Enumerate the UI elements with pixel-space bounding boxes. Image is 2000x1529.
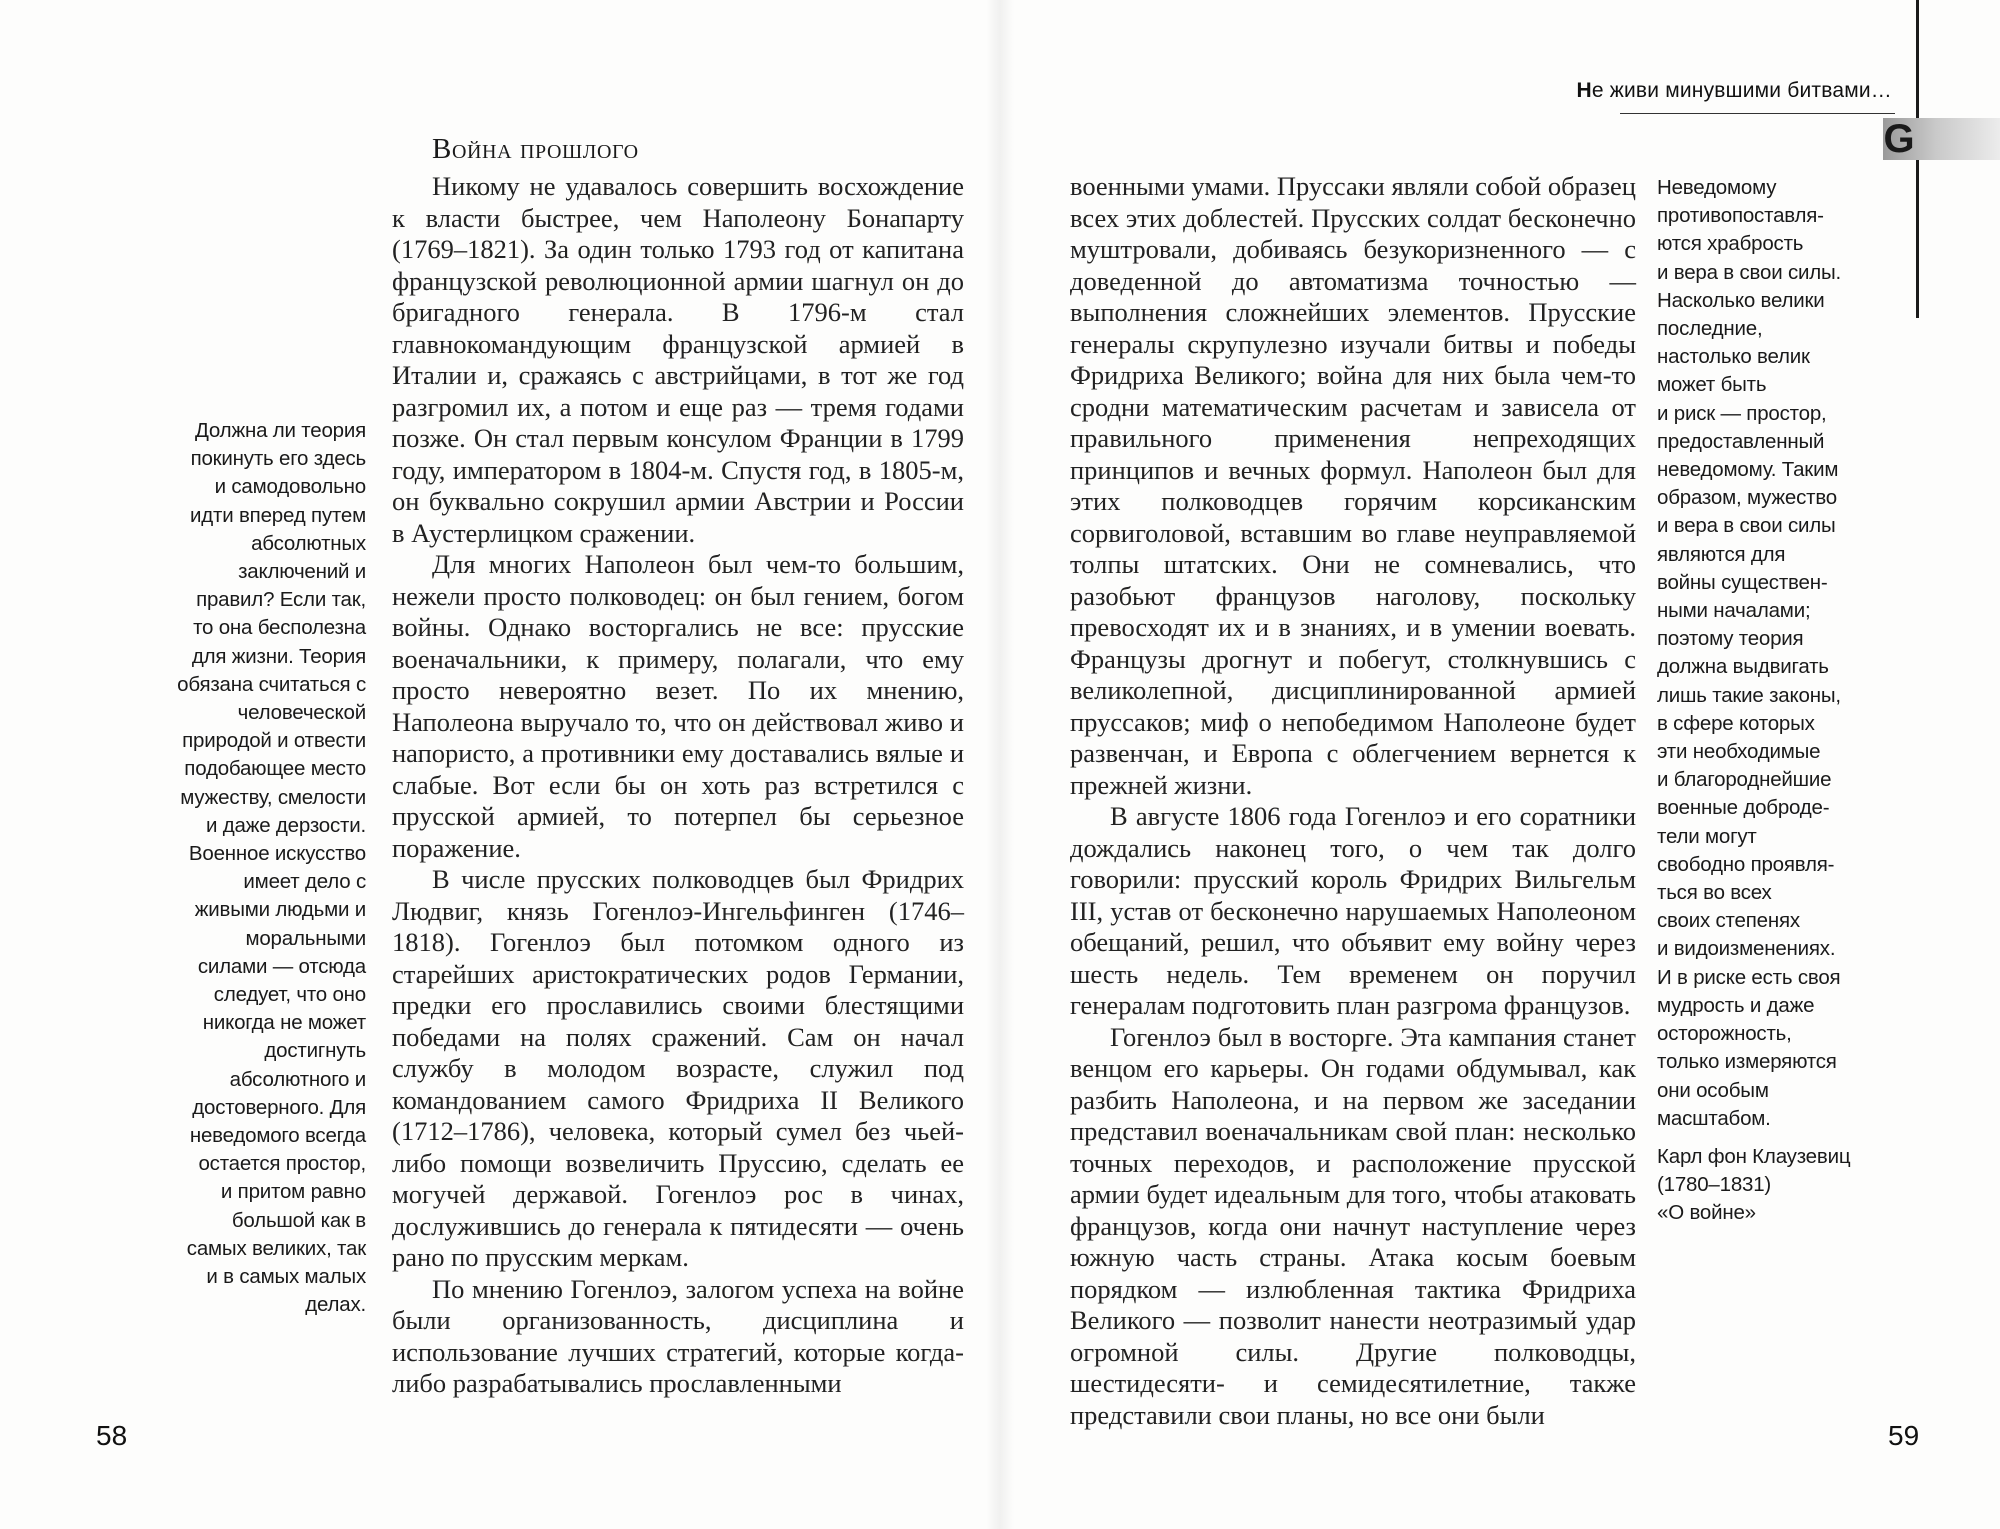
- sidebar-line: правил? Если так,: [196, 588, 366, 612]
- book-gutter: [986, 0, 1014, 1529]
- body-paragraph: Гогенлоэ был в восторге. Эта кампания станет венцом его карьеры. Он годами обдумывал, как разбить Наполеона, и на первом же заседании представил военачальникам свой план: несколько точных переходов, и расположение прусской армии будет идеальным для того, чтобы атаковать французов, когда они начнут наступление через южную часть страны. Атака косым боевым порядком — излюбленная тактика Фридриха Великого — позволит нанести неотразимый удар огромной силы. Другие полководцы, шестидесяти- и семидесятилетние, также представили свои планы, но все они были: [1070, 1021, 1636, 1430]
- sidebar-line: следует, что оно: [213, 983, 366, 1007]
- sidebar-line: достигнуть: [264, 1039, 366, 1063]
- sidebar-line: мужеству, смелости: [180, 785, 366, 809]
- sidebar-line: тели могут: [1657, 824, 1757, 848]
- sidebar-line: то она бесполезна: [193, 616, 366, 640]
- sidebar-line: последние,: [1657, 317, 1763, 341]
- sidebar-line: и благороднейшие: [1657, 768, 1832, 792]
- sidebar-line: поэтому теория: [1657, 627, 1804, 651]
- sidebar-line: самых великих, так: [186, 1236, 366, 1260]
- sidebar-line: Неведомому: [1657, 176, 1777, 199]
- sidebar-line: являются для: [1657, 542, 1786, 566]
- sidebar-line: и притом равно: [220, 1180, 366, 1204]
- sidebar-line: противопоставля-: [1657, 204, 1824, 228]
- sidebar-line: и вера в свои силы.: [1657, 260, 1842, 284]
- sidebar-line: Военное искусство: [188, 842, 366, 866]
- sidebar-line: в сфере которых: [1657, 711, 1815, 735]
- sidebar-line: покинуть его здесь: [190, 447, 366, 471]
- sidebar-line: должна выдвигать: [1657, 655, 1829, 679]
- running-head-initial: Н: [1576, 79, 1592, 102]
- sidebar-line: ться во всех: [1657, 881, 1772, 905]
- sidebar-line: и видоизменениях.: [1657, 937, 1836, 961]
- sidebar-line: Должна ли теория: [195, 419, 366, 442]
- sidebar-line: настолько велик: [1657, 345, 1810, 369]
- sidebar-line: военные доброде-: [1657, 796, 1830, 820]
- sidebar-line: лишь такие законы,: [1657, 683, 1841, 707]
- body-paragraph: Никому не удавалось совершить восхождение к власти быстрее, чем Наполеону Бонапарту (1769–1821). За один только 1793 год от капитана французской революционной армии шагнул он до бригадного генерала. В 1796-м стал главнокомандующим французской армией в Италии и, сражаясь с австрийцами, в тот же год разгромил их, а потом и еще раз — тремя годами позже. Он стал первым консулом Франции в 1799 году, императором в 1804-м. Спустя год, в 1805-м, он буквально сокрушил армии Австрии и России в Аустерлицком сражении.: [392, 171, 964, 548]
- sidebar-line: образом, мужество: [1657, 486, 1837, 510]
- sidebar-line: человеческой: [237, 701, 366, 725]
- page-number-left: 58: [96, 1420, 128, 1451]
- sidebar-line: большой как в: [231, 1208, 366, 1232]
- sidebar-line: идти вперед путем: [190, 503, 366, 527]
- sidebar-line: масштабом.: [1657, 1106, 1771, 1130]
- sidebar-line: Насколько велики: [1657, 288, 1825, 312]
- sidebar-line: абсолютных: [251, 531, 366, 555]
- sidebar-line: ются храбрость: [1657, 232, 1804, 256]
- body-paragraph: военными умами. Пруссаки являли собой образец всех этих доблестей. Прусских солдат бесконечно муштровали, добиваясь безукоризненного — с доведенной до автоматизма точностью — выполнения сложнейших элементов. Прусские генералы скрупулезно изучали битвы и победы Фридриха Великого; война для них была чем-то сродни математическим расчетам и зависела от правильного применения непреходящих принципов и вечных формул. Наполеон был для этих полководцев горячим корсиканским сорвиголовой, вставшим во главе неуправляемой толпы штатских. Они не сомневались, что разобьют французов наголову, поскольку превосходят их и в знаниях, и в умении воевать. Французы дрогнут и побегут, столкнувшись с великолепной, дисциплинированной армией пруссаков; миф о непобедимом Наполеоне будет развенчан, и Европа с облегчением вернется к прежней жизни.: [1070, 171, 1636, 800]
- body-paragraph: Для многих Наполеон был чем-то большим, нежели просто полководец: он был гением, богом войны. Однако восторгались не все: прусские военачальники, к примеру, полагали, что ему просто невероятно везет. По их мнению, Наполеона выручало то, что он действовал живо и напористо, а противники ему доставались вялые и слабые. Вот если бы он хоть раз встретился с прусской армией, то потерпел бы серьезное поражение.: [392, 549, 964, 863]
- right-sidebar-quote: [1657, 174, 1857, 1228]
- sidebar-line: войны существен-: [1657, 570, 1828, 594]
- sidebar-line: моральными: [245, 926, 366, 950]
- sidebar-line: мудрость и даже: [1657, 993, 1815, 1017]
- sidebar-line: предоставленный: [1657, 429, 1825, 453]
- quote-attribution-line: «О войне»: [1657, 1201, 1756, 1225]
- sidebar-line: эти необходимые: [1657, 740, 1821, 764]
- running-head-rule: [1620, 113, 1895, 114]
- sidebar-line: может быть: [1657, 373, 1767, 397]
- body-paragraph: В августе 1806 года Гогенлоэ и его соратники дождались наконец того, о чем так долго говорили: прусский король Фридрих Вильгельм III, устав от бесконечно нарушаемых Наполеоном обещаний, решил, что объявит ему войну через шесть недель. Тем временем он поручил генералам подготовить план разгрома французов.: [1070, 801, 1636, 1020]
- quote-attribution-line: (1780–1831): [1657, 1173, 1772, 1197]
- sidebar-line: делах.: [305, 1293, 366, 1317]
- quote-attribution-line: Карл фон Клаузевиц: [1657, 1144, 1851, 1168]
- left-body-column: [392, 171, 964, 1400]
- sidebar-line: обязана считаться с: [177, 672, 366, 696]
- sidebar-line: никогда не может: [202, 1011, 366, 1035]
- sidebar-line: неведомому. Таким: [1657, 458, 1839, 482]
- sidebar-line: для жизни. Теория: [191, 644, 366, 668]
- sidebar-line: живыми людьми и: [194, 898, 366, 922]
- chapter-tab-letter: G: [1883, 117, 1915, 161]
- sidebar-line: только измеряются: [1657, 1050, 1837, 1074]
- sidebar-line: своих степенях: [1657, 909, 1800, 933]
- sidebar-line: подобающее место: [184, 757, 366, 781]
- right-body-column: [1070, 171, 1636, 1431]
- sidebar-line: и в самых малых: [206, 1265, 366, 1289]
- body-paragraph: В числе прусских полководцев был Фридрих Людвиг, князь Гогенлоэ-Ингельфинген (1746–1818). Гогенлоэ был потомком одного из старейших аристократических родов Германии, предки его прославились своими блестящими победами на полях сражений. Сам он начал службу в молодом возрасте, служил под командованием самого Фридриха II Великого (1712–1786), человека, который сумел без чьей-либо помощи возвеличить Пруссию, сделать ее могучей державой. Гогенлоэ рос в чинах, дослужившись до генерала к пятидесяти — очень рано по прусским меркам.: [392, 864, 964, 1272]
- running-head-text: е живи минувшими битвами…: [1591, 79, 1892, 102]
- page-number-right: 59: [1888, 1420, 1920, 1451]
- sidebar-line: природой и отвести: [182, 729, 366, 753]
- sidebar-line: и даже дерзости.: [205, 813, 366, 837]
- sidebar-line: заключений и: [238, 560, 366, 584]
- sidebar-line: и риск — простор,: [1657, 401, 1827, 425]
- sidebar-line: осторожность,: [1657, 1022, 1792, 1046]
- sidebar-line: и самодовольно: [214, 475, 366, 499]
- sidebar-line: остается простор,: [198, 1152, 366, 1176]
- sidebar-line: и вера в свои силы: [1657, 514, 1836, 538]
- sidebar-line: имеет дело с: [243, 870, 366, 894]
- sidebar-line: они особым: [1657, 1078, 1769, 1102]
- body-paragraph: По мнению Гогенлоэ, залогом успеха на войне были организованность, дисциплина и использование лучших стратегий, которые когда-либо разрабатывались прославленными: [392, 1273, 964, 1398]
- sidebar-line: достоверного. Для: [192, 1095, 366, 1119]
- left-sidebar-quote: [140, 417, 366, 1320]
- sidebar-line: абсолютного и: [229, 1067, 366, 1091]
- section-heading: Война прошлого: [432, 133, 639, 165]
- running-head: [1562, 79, 1892, 103]
- sidebar-line: И в риске есть своя: [1657, 965, 1841, 989]
- sidebar-line: силами — отсюда: [197, 954, 366, 978]
- sidebar-line: неведомого всегда: [189, 1124, 366, 1148]
- sidebar-line: ными началами;: [1657, 599, 1811, 623]
- sidebar-line: свободно проявля-: [1657, 852, 1835, 876]
